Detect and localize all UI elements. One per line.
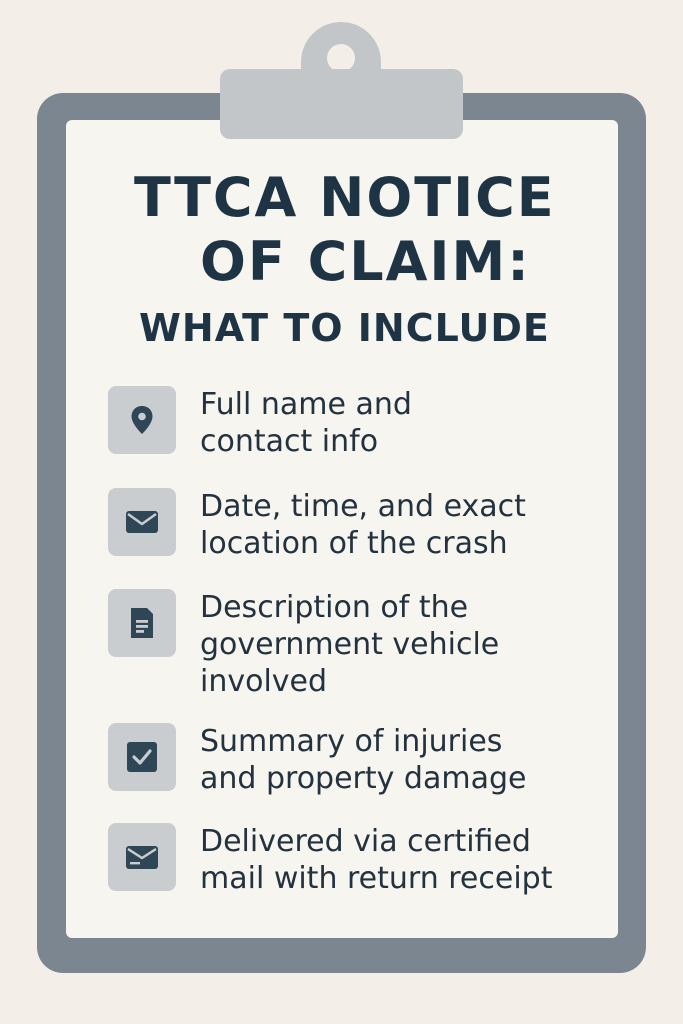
checklist-item-text: Summary of injuries and property damage (200, 724, 527, 796)
title-subtitle: WHAT TO INCLUDE (139, 306, 550, 350)
document-icon (108, 589, 176, 657)
title-line-1: TTCA NOTICE (134, 166, 556, 229)
checklist-item-text: Full name and contact info (200, 387, 412, 459)
checkbox-icon (108, 723, 176, 791)
checklist-item-text: Description of the government vehicle involved (200, 590, 500, 699)
checklist-item-text: Delivered via certified mail with return receipt (200, 824, 553, 896)
title-line-2: OF CLAIM: (200, 230, 531, 293)
clip-hole (327, 44, 355, 72)
location-pin-icon (108, 386, 176, 454)
mail-icon (108, 823, 176, 891)
envelope-icon (108, 488, 176, 556)
clip-bar (220, 69, 463, 139)
checklist-item-text: Date, time, and exact location of the crash (200, 489, 526, 561)
